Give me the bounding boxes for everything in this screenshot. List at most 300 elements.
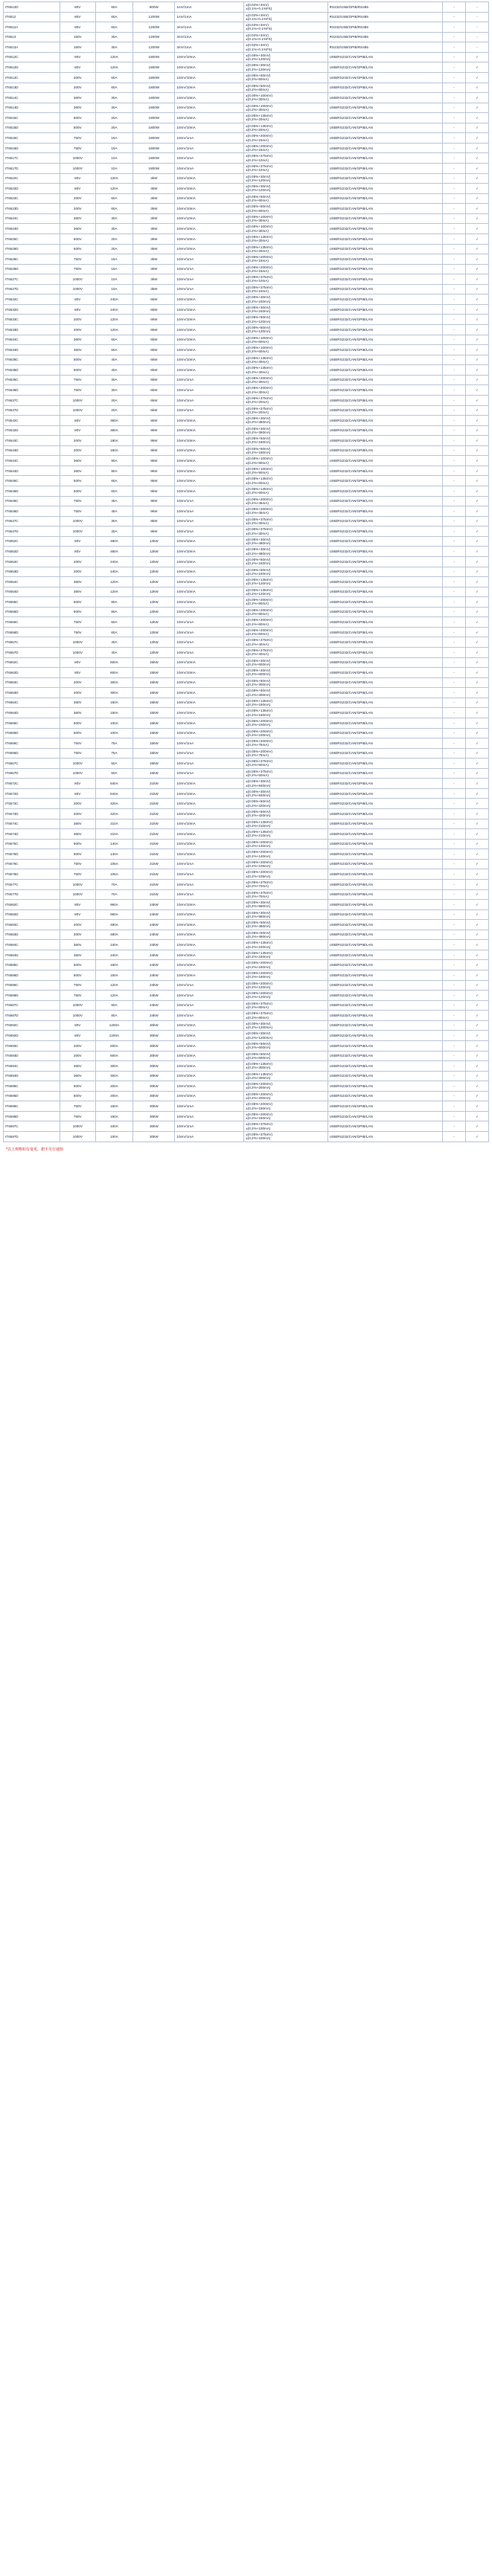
- cell-resolution: 10mV/10mA: [175, 466, 244, 476]
- cell-option-2: ✓: [466, 264, 489, 274]
- cell-option-1: -: [443, 506, 466, 517]
- cell-power: 30kW: [133, 1051, 175, 1061]
- cell-option-1: -: [443, 536, 466, 547]
- cell-model: IT6524C: [4, 213, 60, 224]
- cell-current: 30A: [95, 103, 133, 113]
- cell-model: IT6512D: [4, 2, 60, 13]
- cell-option-1: -: [443, 738, 466, 749]
- cell-interface: USB/RS232/CAN/GPIB/LAN: [328, 698, 443, 708]
- cell-option-2: ✓: [466, 113, 489, 123]
- cell-power: 15kW: [133, 728, 175, 738]
- table-row: [4, 264, 489, 274]
- cell-option-2: ✓: [466, 788, 489, 799]
- table-row: [4, 991, 489, 1001]
- cell-resolution: 10mV/10mA: [175, 970, 244, 981]
- cell-power: 6kW: [133, 345, 175, 355]
- cell-resolution: 10mV/10mA: [175, 1031, 244, 1041]
- cell-power: 15kW: [133, 668, 175, 678]
- cell-accuracy: ±(0.05%+30mV) ±(0.2%+1200mA): [244, 1031, 328, 1041]
- cell-option-1: -: [443, 677, 466, 688]
- cell-voltage: 80V: [60, 900, 95, 910]
- cell-voltage: 1000V: [60, 405, 95, 416]
- cell-current: 80A: [95, 607, 133, 617]
- cell-accuracy: ±(0.05%+100mV) ±(0.2%+30mA): [244, 103, 328, 113]
- cell-power: 15kW: [133, 718, 175, 728]
- cell-accuracy: ±(0.05%+50mV) ±(0.2%+60mA): [244, 193, 328, 204]
- cell-accuracy: ±(0.05%+50mV) ±(0.2%+240mA): [244, 567, 328, 577]
- cell-interface: USB/RS232/CAN/GPIB/LAN: [328, 93, 443, 103]
- cell-interface: USB/RS232/CAN/GPIB/LAN: [328, 950, 443, 960]
- cell-accuracy: ±(0.05%+135mV) ±(0.2%+210mA): [244, 819, 328, 829]
- cell-current: 600A: [95, 668, 133, 678]
- cell-current: 840A: [95, 788, 133, 799]
- footnote: *以上规格如有变更，恕不另行通知: [6, 1147, 63, 1152]
- cell-resolution: 10mV/10mA: [175, 72, 244, 83]
- cell-option-1: -: [443, 1111, 466, 1121]
- cell-voltage: 1000V: [60, 637, 95, 648]
- cell-interface: USB/RS232/CAN/GPIB/LAN: [328, 234, 443, 244]
- cell-power: 21kW: [133, 869, 175, 880]
- cell-accuracy: ±(0.05%+200mV) ±(0.2%+200mA): [244, 1081, 328, 1092]
- cell-current: 100A: [95, 1121, 133, 1132]
- cell-model: IT6573C: [4, 799, 60, 809]
- cell-accuracy: ±(0.05%+135mV) ±(0.2%+150mA): [244, 708, 328, 718]
- cell-resolution: 10mV/10mA: [175, 819, 244, 829]
- cell-option-2: ✓: [466, 395, 489, 405]
- table-row: [4, 113, 489, 123]
- cell-resolution: 10mV/1mA: [175, 496, 244, 506]
- cell-model: IT6584D: [4, 950, 60, 960]
- table-row: [4, 405, 489, 416]
- table-row: [4, 486, 489, 497]
- cell-resolution: 10mV/10mA: [175, 960, 244, 970]
- cell-interface: USB/RS232/CAN/GPIB/LAN: [328, 506, 443, 517]
- cell-power: 9kW: [133, 476, 175, 486]
- cell-interface: USB/RS232/CAN/GPIB/LAN: [328, 244, 443, 254]
- cell-current: 30A: [95, 527, 133, 537]
- cell-power: 6kW: [133, 395, 175, 405]
- cell-voltage: 200V: [60, 83, 95, 93]
- cell-current: 80A: [95, 1011, 133, 1021]
- cell-voltage: 360V: [60, 345, 95, 355]
- cell-accuracy: ±(0.05%+200mV) ±(0.2%+150mA): [244, 1101, 328, 1112]
- cell-accuracy: ±(0.05%+100mV) ±(0.2%+30mA): [244, 213, 328, 224]
- cell-voltage: 500V: [60, 486, 95, 497]
- cell-voltage: 1000V: [60, 153, 95, 164]
- cell-current: 10A: [95, 153, 133, 164]
- cell-power: 30kW: [133, 1121, 175, 1132]
- cell-interface: USB/RS232/CAN/GPIB/LAN: [328, 849, 443, 860]
- cell-model: IT6577D: [4, 889, 60, 900]
- cell-interface: USB/RS232/CAN/GPIB/LAN: [328, 1121, 443, 1132]
- cell-power: 24kW: [133, 920, 175, 930]
- cell-voltage: 200V: [60, 809, 95, 820]
- cell-option-1: -: [443, 1020, 466, 1031]
- cell-model: IT6534C: [4, 335, 60, 345]
- cell-power: 9kW: [133, 466, 175, 476]
- cell-current: 120A: [95, 52, 133, 62]
- cell-option-2: ✓: [466, 304, 489, 315]
- cell-option-1: -: [443, 759, 466, 769]
- cell-model: IT6587D: [4, 1011, 60, 1021]
- cell-resolution: 10mV/10mA: [175, 547, 244, 557]
- cell-option-1: -: [443, 315, 466, 325]
- cell-voltage: 80V: [60, 294, 95, 305]
- cell-power: 12kW: [133, 637, 175, 648]
- cell-current: 30A: [95, 213, 133, 224]
- cell-voltage: 1000V: [60, 879, 95, 889]
- cell-power: 15kW: [133, 708, 175, 718]
- cell-accuracy: ±(0.05%+30mV) ±(0.2%+120mA): [244, 184, 328, 194]
- cell-power: 800W: [133, 2, 175, 13]
- cell-resolution: 10mV/10mA: [175, 849, 244, 860]
- cell-voltage: 200V: [60, 556, 95, 567]
- cell-current: 75A: [95, 738, 133, 749]
- cell-resolution: 10mV/10mA: [175, 173, 244, 184]
- cell-interface: USB/RS232/CAN/GPIB/LAN: [328, 1000, 443, 1011]
- cell-current: 45A: [95, 496, 133, 506]
- cell-voltage: 500V: [60, 839, 95, 849]
- cell-option-2: ✓: [466, 799, 489, 809]
- cell-interface: USB/RS232/CAN/GPIB/LAN: [328, 395, 443, 405]
- cell-option-1: -: [443, 335, 466, 345]
- cell-option-2: ✓: [466, 527, 489, 537]
- cell-interface: USB/RS232/CAN/GPIB/LAN: [328, 1020, 443, 1031]
- cell-resolution: 10mV/10mA: [175, 556, 244, 567]
- table-row: [4, 1071, 489, 1081]
- cell-resolution: 10mV/10mA: [175, 900, 244, 910]
- table-row: [4, 627, 489, 637]
- cell-model: IT6517D: [4, 164, 60, 174]
- cell-option-1: -: [443, 103, 466, 113]
- cell-accuracy: ±(0.05%+100mV) ±(0.2%+30mA): [244, 224, 328, 234]
- cell-model: IT6567C: [4, 759, 60, 769]
- cell-accuracy: ±(0.05%+30mV) ±(0.2%+120mA): [244, 62, 328, 73]
- cell-interface: USB/RS232/CAN/GPIB/LAN: [328, 809, 443, 820]
- cell-accuracy: ±(0.02%+3mV) ±(0.1%+0.1%FS): [244, 12, 328, 22]
- cell-interface: USB/RS232/CAN/GPIB/LAN: [328, 1040, 443, 1051]
- cell-accuracy: ±(0.05%+100mV) ±(0.2%+90mA): [244, 456, 328, 466]
- cell-resolution: 10mV/10mA: [175, 839, 244, 849]
- table-row: [4, 42, 489, 53]
- cell-option-1: -: [443, 224, 466, 234]
- cell-accuracy: ±(0.05%+135mV) ±(0.2%+40mA): [244, 365, 328, 376]
- cell-current: 60A: [95, 486, 133, 497]
- cell-voltage: 500V: [60, 607, 95, 617]
- cell-model: IT6535D: [4, 365, 60, 376]
- cell-power: 6kW: [133, 304, 175, 315]
- cell-current: 140A: [95, 839, 133, 849]
- cell-current: 20A: [95, 123, 133, 133]
- cell-voltage: 500V: [60, 355, 95, 365]
- cell-current: 40A: [95, 355, 133, 365]
- cell-option-1: -: [443, 779, 466, 789]
- cell-voltage: 500V: [60, 597, 95, 608]
- cell-power: 1800W: [133, 52, 175, 62]
- cell-interface: USB/RS232/CAN/GPIB/LAN: [328, 274, 443, 285]
- cell-power: 6kW: [133, 405, 175, 416]
- cell-interface: USB/RS232/CAN/GPIB/LAN: [328, 556, 443, 567]
- cell-model: IT6535C: [4, 355, 60, 365]
- cell-resolution: 10mV/10mA: [175, 930, 244, 940]
- cell-model: IT6574D: [4, 829, 60, 840]
- cell-interface: USB/RS232/CAN/GPIB/LAN: [328, 345, 443, 355]
- cell-power: 15kW: [133, 698, 175, 708]
- cell-current: 420A: [95, 799, 133, 809]
- cell-resolution: 10mV/10mA: [175, 113, 244, 123]
- cell-interface: USB/RS232/CAN/GPIB/LAN: [328, 1071, 443, 1081]
- cell-option-2: -: [466, 32, 489, 42]
- cell-option-2: ✓: [466, 930, 489, 940]
- cell-current: 120A: [95, 587, 133, 597]
- cell-accuracy: ±(0.05%+100mV) ±(0.2%+60mA): [244, 345, 328, 355]
- cell-option-1: -: [443, 1091, 466, 1101]
- cell-resolution: 10mV/10mA: [175, 62, 244, 73]
- cell-option-1: -: [443, 516, 466, 527]
- cell-power: 21kW: [133, 859, 175, 869]
- cell-model: IT6576D: [4, 869, 60, 880]
- cell-interface: USB/RS232/CAN/GPIB/LAN: [328, 970, 443, 981]
- cell-current: 50A: [95, 768, 133, 779]
- table-row: [4, 718, 489, 728]
- cell-resolution: 10mV/10mA: [175, 234, 244, 244]
- table-row: [4, 728, 489, 738]
- cell-option-2: ✓: [466, 476, 489, 486]
- cell-current: 210A: [95, 829, 133, 840]
- cell-voltage: 200V: [60, 325, 95, 335]
- cell-accuracy: ±(0.05%+375mV) ±(0.2%+30mA): [244, 516, 328, 527]
- cell-power: 12kW: [133, 567, 175, 577]
- cell-accuracy: ±(0.05%+50mV) ±(0.2%+60mA): [244, 83, 328, 93]
- cell-interface: USB/RS232/CAN/GPIB/LAN: [328, 1011, 443, 1021]
- cell-option-1: -: [443, 2, 466, 13]
- table-row: [4, 184, 489, 194]
- cell-voltage: 500V: [60, 718, 95, 728]
- cell-accuracy: ±(0.05%+50mV) ±(0.2%+480mA): [244, 930, 328, 940]
- cell-current: 90A: [95, 456, 133, 466]
- cell-power: 30kW: [133, 1031, 175, 1041]
- cell-power: 6kW: [133, 385, 175, 396]
- cell-option-1: -: [443, 193, 466, 204]
- cell-interface: USB/RS232/CAN/GPIB/LAN: [328, 617, 443, 628]
- table-row: [4, 103, 489, 113]
- cell-option-2: ✓: [466, 980, 489, 991]
- cell-interface: USB/RS232/CAN/GPIB/LAN: [328, 365, 443, 376]
- table-row: [4, 748, 489, 759]
- cell-accuracy: ±(0.05%+100mV) ±(0.2%+30mA): [244, 93, 328, 103]
- cell-model: IT6597D: [4, 1132, 60, 1142]
- cell-interface: USB/RS232/CAN/GPIB/LAN: [328, 264, 443, 274]
- table-row: [4, 416, 489, 426]
- cell-interface: USB/RS232/CAN/GPIB/LAN: [328, 62, 443, 73]
- cell-model: IT6523C: [4, 193, 60, 204]
- cell-resolution: 10mV/10mA: [175, 476, 244, 486]
- cell-voltage: 500V: [60, 244, 95, 254]
- cell-option-2: ✓: [466, 556, 489, 567]
- cell-option-2: ✓: [466, 889, 489, 900]
- cell-accuracy: ±(0.05%+200mV) ±(0.2%+200mA): [244, 1091, 328, 1101]
- cell-voltage: 1000V: [60, 527, 95, 537]
- cell-accuracy: ±(0.05%+50mV) ±(0.2%+480mA): [244, 920, 328, 930]
- cell-option-1: -: [443, 416, 466, 426]
- cell-accuracy: ±(0.05%+375mV) ±(0.2%+10mA): [244, 164, 328, 174]
- cell-interface: USB/RS232/CAN/GPIB/LAN: [328, 960, 443, 970]
- cell-accuracy: ±(0.05%+200mV) ±(0.2%+160mA): [244, 960, 328, 970]
- cell-power: 9kW: [133, 436, 175, 446]
- cell-accuracy: ±(0.05%+135mV) ±(0.2%+60mA): [244, 486, 328, 497]
- cell-power: 3kW: [133, 224, 175, 234]
- cell-voltage: 80V: [60, 12, 95, 22]
- cell-resolution: 10mV/10mA: [175, 456, 244, 466]
- cell-model: IT6593D: [4, 1051, 60, 1061]
- cell-current: 50A: [95, 759, 133, 769]
- cell-voltage: 360V: [60, 213, 95, 224]
- cell-voltage: 500V: [60, 234, 95, 244]
- cell-resolution: 10mV/10mA: [175, 809, 244, 820]
- cell-resolution: 10mV/10mA: [175, 1040, 244, 1051]
- table-row: [4, 900, 489, 910]
- cell-accuracy: ±(0.05%+135mV) ±(0.2%+120mA): [244, 587, 328, 597]
- cell-current: 150A: [95, 1111, 133, 1121]
- cell-current: 210A: [95, 819, 133, 829]
- cell-accuracy: ±(0.05%+375mV) ±(0.2%+70mA): [244, 889, 328, 900]
- cell-model: IT6572D: [4, 788, 60, 799]
- cell-current: 140A: [95, 849, 133, 860]
- cell-current: 60A: [95, 204, 133, 214]
- cell-resolution: 10mV/10mA: [175, 184, 244, 194]
- cell-accuracy: ±(0.05%+375mV) ±(0.2%+100mA): [244, 1121, 328, 1132]
- cell-option-1: -: [443, 153, 466, 164]
- cell-resolution: 10mV/1mA: [175, 1011, 244, 1021]
- cell-interface: USB/RS232/CAN/GPIB/LAN: [328, 597, 443, 608]
- cell-power: 30kW: [133, 1061, 175, 1072]
- cell-resolution: 10mV/10mA: [175, 829, 244, 840]
- table-row: [4, 436, 489, 446]
- cell-voltage: 200V: [60, 204, 95, 214]
- cell-model: IT6565D: [4, 728, 60, 738]
- cell-resolution: 10mV/10mA: [175, 355, 244, 365]
- cell-voltage: 1000V: [60, 759, 95, 769]
- cell-resolution: 10mV/1mA: [175, 153, 244, 164]
- table-row: [4, 153, 489, 164]
- cell-accuracy: ±(0.05%+200mV) ±(0.2%+150mA): [244, 1111, 328, 1121]
- cell-voltage: 500V: [60, 365, 95, 376]
- cell-current: 1200A: [95, 1020, 133, 1031]
- cell-resolution: 10mV/10mA: [175, 213, 244, 224]
- cell-option-2: ✓: [466, 224, 489, 234]
- cell-option-1: -: [443, 748, 466, 759]
- cell-voltage: 80V: [60, 304, 95, 315]
- cell-option-2: ✓: [466, 365, 489, 376]
- cell-option-1: -: [443, 708, 466, 718]
- cell-interface: USB/RS232/CAN/GPIB/LAN: [328, 1061, 443, 1072]
- table-row: [4, 466, 489, 476]
- cell-option-1: -: [443, 577, 466, 587]
- cell-power: 3kW: [133, 254, 175, 265]
- cell-accuracy: ±(0.05%+375mV) ±(0.2%+80mA): [244, 1011, 328, 1021]
- cell-model: IT6592D: [4, 1031, 60, 1041]
- cell-option-1: -: [443, 556, 466, 567]
- table-row: [4, 304, 489, 315]
- cell-option-2: ✓: [466, 759, 489, 769]
- table-row: [4, 143, 489, 153]
- cell-model: IT6527D: [4, 284, 60, 294]
- cell-model: IT6525D: [4, 244, 60, 254]
- cell-option-2: ✓: [466, 779, 489, 789]
- cell-resolution: 10mV/1mA: [175, 991, 244, 1001]
- cell-option-2: ✓: [466, 547, 489, 557]
- cell-option-2: ✓: [466, 587, 489, 597]
- cell-current: 150A: [95, 708, 133, 718]
- cell-interface: USB/RS232/CAN/GPIB/LAN: [328, 486, 443, 497]
- cell-model: IT6526D: [4, 264, 60, 274]
- cell-voltage: 80V: [60, 184, 95, 194]
- cell-option-1: -: [443, 597, 466, 608]
- cell-option-1: -: [443, 889, 466, 900]
- cell-option-1: -: [443, 991, 466, 1001]
- cell-option-2: ✓: [466, 1020, 489, 1031]
- cell-current: 60A: [95, 72, 133, 83]
- cell-interface: USB/RS232/CAN/GPIB/LAN: [328, 869, 443, 880]
- cell-option-2: ✓: [466, 839, 489, 849]
- table-row: [4, 889, 489, 900]
- cell-power: 3kW: [133, 264, 175, 274]
- cell-voltage: 80V: [60, 668, 95, 678]
- cell-voltage: 1000V: [60, 274, 95, 285]
- cell-voltage: 80V: [60, 425, 95, 436]
- cell-resolution: 10mV/1mA: [175, 164, 244, 174]
- table-row: [4, 637, 489, 648]
- cell-option-2: ✓: [466, 254, 489, 265]
- cell-resolution: 10mV/10mA: [175, 315, 244, 325]
- cell-option-2: ✓: [466, 738, 489, 749]
- cell-accuracy: ±(0.05%+135mV) ±(0.2%+240mA): [244, 940, 328, 950]
- table-row: [4, 496, 489, 506]
- cell-current: 120A: [95, 980, 133, 991]
- cell-current: 60A: [95, 12, 133, 22]
- cell-model: IT6512C: [4, 52, 60, 62]
- cell-option-1: -: [443, 940, 466, 950]
- cell-option-2: ✓: [466, 1000, 489, 1011]
- cell-current: 20A: [95, 395, 133, 405]
- table-row: [4, 1000, 489, 1011]
- cell-option-2: ✓: [466, 164, 489, 174]
- cell-current: 840A: [95, 779, 133, 789]
- cell-option-2: ✓: [466, 920, 489, 930]
- table-body: [4, 2, 489, 1142]
- cell-voltage: 200V: [60, 193, 95, 204]
- cell-resolution: 10mV/10mA: [175, 325, 244, 335]
- cell-option-1: -: [443, 1011, 466, 1021]
- table-row: [4, 375, 489, 385]
- cell-model: IT6514D: [4, 103, 60, 113]
- cell-option-2: ✓: [466, 486, 489, 497]
- table-row: [4, 254, 489, 265]
- cell-current: 120A: [95, 991, 133, 1001]
- cell-option-2: ✓: [466, 315, 489, 325]
- cell-current: 45A: [95, 506, 133, 517]
- cell-option-1: -: [443, 355, 466, 365]
- table-row: [4, 476, 489, 486]
- cell-option-2: ✓: [466, 627, 489, 637]
- cell-interface: USB/RS232/CAN/GPIB/LAN: [328, 648, 443, 658]
- cell-model: IT6532C: [4, 294, 60, 305]
- cell-interface: USB/RS232/CAN/GPIB/LAN: [328, 728, 443, 738]
- cell-option-2: ✓: [466, 425, 489, 436]
- cell-option-2: ✓: [466, 153, 489, 164]
- cell-resolution: 10mV/10mA: [175, 728, 244, 738]
- cell-option-1: -: [443, 829, 466, 840]
